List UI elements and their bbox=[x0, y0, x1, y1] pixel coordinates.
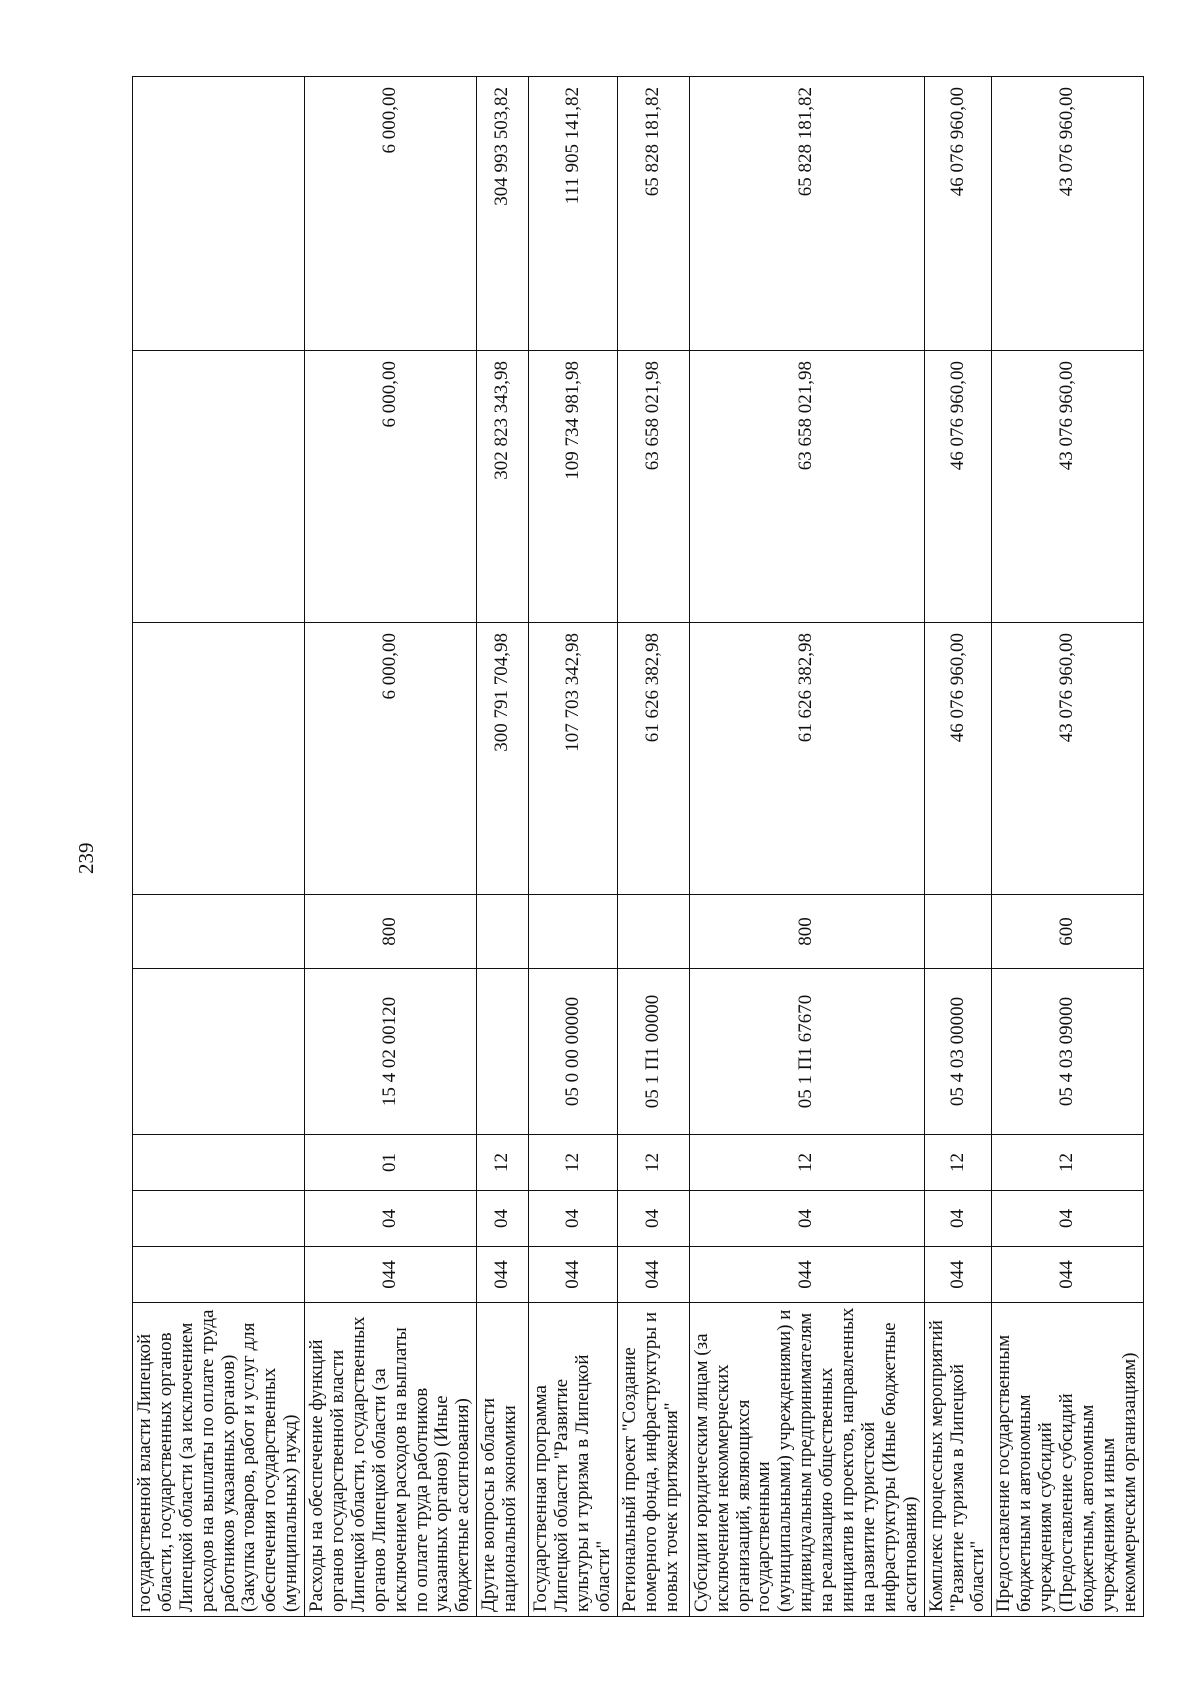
target-article-cell bbox=[133, 969, 305, 1135]
ministry-code-cell: 044 bbox=[924, 1247, 992, 1303]
section-cell: 04 bbox=[992, 1191, 1143, 1247]
sum-year2-cell: 63 658 021,98 bbox=[689, 351, 924, 623]
table-row bbox=[992, 77, 1143, 1617]
sum-year1-cell bbox=[133, 623, 305, 895]
description-cell: государственной власти Липецкой области, государственных органов Липецкой области (за исключением расходов на выплаты по оплате труда работников указанных органов) (Закупка товаров, работ и услуг для обеспечения государственных (муниципальных) нужд) bbox=[133, 1303, 305, 1617]
target-article-cell: 15 4 02 00120 bbox=[305, 969, 477, 1135]
table-row bbox=[133, 77, 305, 1617]
section-cell: 04 bbox=[924, 1191, 992, 1247]
sum-year3-cell: 43 076 960,00 bbox=[992, 77, 1143, 351]
section-cell: 04 bbox=[305, 1191, 477, 1247]
expense-type-cell: 600 bbox=[992, 895, 1143, 969]
sum-year2-cell: 6 000,00 bbox=[305, 351, 477, 623]
sum-year2-cell: 109 734 981,98 bbox=[529, 351, 618, 623]
expense-type-cell: 800 bbox=[305, 895, 477, 969]
expense-type-cell bbox=[133, 895, 305, 969]
sum-year3-cell: 6 000,00 bbox=[305, 77, 477, 351]
sum-year1-cell: 6 000,00 bbox=[305, 623, 477, 895]
sum-year2-cell: 302 823 343,98 bbox=[477, 351, 529, 623]
sum-year3-cell: 65 828 181,82 bbox=[617, 77, 689, 351]
ministry-code-cell: 044 bbox=[617, 1247, 689, 1303]
description-cell: Расходы на обеспечение функций органов государственной власти Липецкой области, государственных органов Липецкой области (за исключением расходов на выплаты по оплате труда работников указанных органов) (Иные бюджетные ассигнования) bbox=[305, 1303, 477, 1617]
sum-year3-cell bbox=[133, 77, 305, 351]
ministry-code-cell bbox=[133, 1247, 305, 1303]
expense-type-cell: 800 bbox=[689, 895, 924, 969]
sum-year1-cell: 107 703 342,98 bbox=[529, 623, 618, 895]
sum-year3-cell: 46 076 960,00 bbox=[924, 77, 992, 351]
description-cell: Государственная программа Липецкой области "Развитие культуры и туризма в Липецкой области" bbox=[529, 1303, 618, 1617]
table-row bbox=[305, 77, 477, 1617]
expense-type-cell bbox=[924, 895, 992, 969]
section-cell: 04 bbox=[617, 1191, 689, 1247]
ministry-code-cell: 044 bbox=[477, 1247, 529, 1303]
sum-year3-cell: 111 905 141,82 bbox=[529, 77, 618, 351]
table-body bbox=[133, 77, 1144, 1617]
ministry-code-cell: 044 bbox=[305, 1247, 477, 1303]
table-row bbox=[689, 77, 924, 1617]
subsection-cell: 12 bbox=[992, 1135, 1143, 1191]
sum-year2-cell: 46 076 960,00 bbox=[924, 351, 992, 623]
ministry-code-cell: 044 bbox=[529, 1247, 618, 1303]
sum-year1-cell: 61 626 382,98 bbox=[689, 623, 924, 895]
table-row bbox=[477, 77, 529, 1617]
sum-year1-cell: 43 076 960,00 bbox=[992, 623, 1143, 895]
sum-year1-cell: 61 626 382,98 bbox=[617, 623, 689, 895]
subsection-cell: 01 bbox=[305, 1135, 477, 1191]
page-number: 239 bbox=[74, 842, 98, 874]
description-cell: Комплекс процессных мероприятий "Развитие туризма в Липецкой области" bbox=[924, 1303, 992, 1617]
table-row bbox=[617, 77, 689, 1617]
sum-year2-cell: 43 076 960,00 bbox=[992, 351, 1143, 623]
subsection-cell bbox=[133, 1135, 305, 1191]
sum-year2-cell: 63 658 021,98 bbox=[617, 351, 689, 623]
subsection-cell: 12 bbox=[477, 1135, 529, 1191]
sum-year1-cell: 300 791 704,98 bbox=[477, 623, 529, 895]
subsection-cell: 12 bbox=[617, 1135, 689, 1191]
description-cell: Региональный проект "Создание номерного фонда, инфраструктуры и новых точек притяжения" bbox=[617, 1303, 689, 1617]
ministry-code-cell: 044 bbox=[992, 1247, 1143, 1303]
target-article-cell: 05 1 П1 67670 bbox=[689, 969, 924, 1135]
expense-type-cell bbox=[617, 895, 689, 969]
description-cell: Другие вопросы в области национальной экономики bbox=[477, 1303, 529, 1617]
budget-table bbox=[132, 76, 1144, 1617]
target-article-cell: 05 1 П1 00000 bbox=[617, 969, 689, 1135]
section-cell: 04 bbox=[529, 1191, 618, 1247]
expense-type-cell bbox=[477, 895, 529, 969]
sum-year2-cell bbox=[133, 351, 305, 623]
target-article-cell: 05 0 00 00000 bbox=[529, 969, 618, 1135]
table-row bbox=[529, 77, 618, 1617]
subsection-cell: 12 bbox=[924, 1135, 992, 1191]
sum-year3-cell: 65 828 181,82 bbox=[689, 77, 924, 351]
target-article-cell: 05 4 03 00000 bbox=[924, 969, 992, 1135]
subsection-cell: 12 bbox=[689, 1135, 924, 1191]
rotated-table-container bbox=[132, 77, 1140, 1617]
sum-year1-cell: 46 076 960,00 bbox=[924, 623, 992, 895]
target-article-cell: 05 4 03 09000 bbox=[992, 969, 1143, 1135]
section-cell: 04 bbox=[477, 1191, 529, 1247]
ministry-code-cell: 044 bbox=[689, 1247, 924, 1303]
section-cell: 04 bbox=[689, 1191, 924, 1247]
section-cell bbox=[133, 1191, 305, 1247]
target-article-cell bbox=[477, 969, 529, 1135]
description-cell: Субсидии юридическим лицам (за исключением некоммерческих организаций, являющихся государственными (муниципальными) учреждениями) и индивидуальным предпринимателям на реализацию общественных инициатив и проектов, направленных на развитие туристской инфраструктуры (Иные бюджетные ассигнования) bbox=[689, 1303, 924, 1617]
subsection-cell: 12 bbox=[529, 1135, 618, 1191]
description-cell: Предоставление государственным бюджетным и автономным учреждениям субсидий (Предоставление субсидий бюджетным, автономным учреждениям и иным некоммерческим организациям) bbox=[992, 1303, 1143, 1617]
sum-year3-cell: 304 993 503,82 bbox=[477, 77, 529, 351]
expense-type-cell bbox=[529, 895, 618, 969]
table-row bbox=[924, 77, 992, 1617]
